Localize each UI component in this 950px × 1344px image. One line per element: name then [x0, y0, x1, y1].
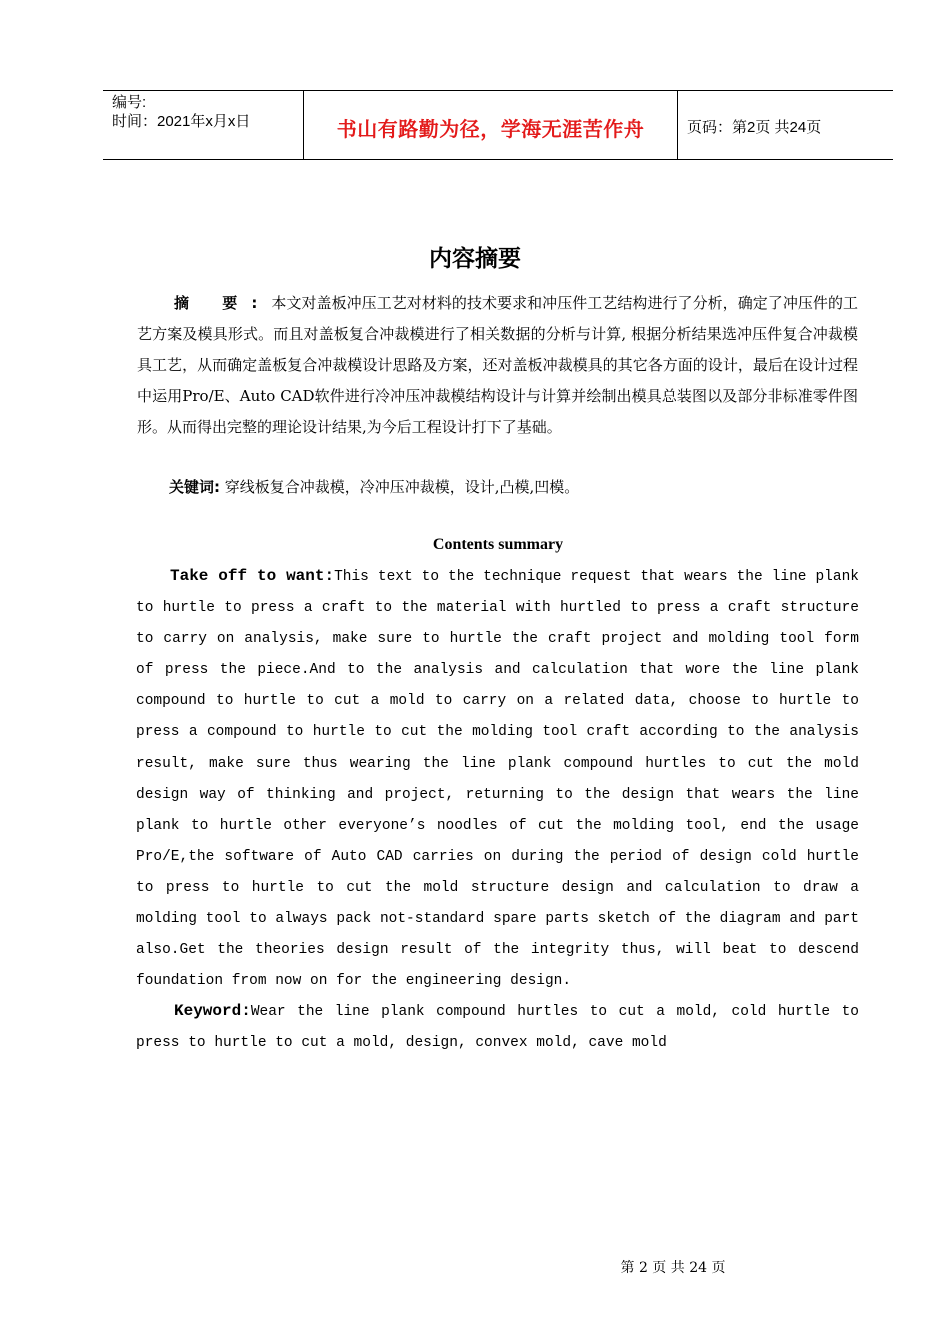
header-page-number: 页码：第2页 共24页 [687, 119, 822, 136]
english-abstract-title: Contents summary [432, 536, 564, 553]
chinese-keywords [137, 472, 858, 503]
header-page-cell [678, 91, 893, 159]
chinese-abstract [137, 288, 858, 443]
chinese-abstract-label: 摘 要: [174, 294, 272, 312]
english-abstract [136, 561, 859, 997]
english-keywords [136, 996, 859, 1059]
english-keywords-text: Wear the line plank compound hurtles to cut a mold, cold hurtle to press to hurtle to cut a mold, design, convex mold, cave mold [136, 1004, 859, 1052]
header-motto: 书山有路勤为径，学海无涯苦作舟 [336, 117, 645, 141]
document-time-label: 时间：2021年x月x日 [112, 113, 251, 130]
page-title: 内容摘要 [429, 246, 521, 272]
chinese-keywords-label: 关键词: [169, 478, 220, 496]
english-keywords-label: Keyword: [174, 1002, 251, 1020]
header-motto-cell [304, 91, 678, 159]
page-header [103, 90, 893, 160]
english-abstract-text: This text to the technique request that wears the line plank to hurtle to press a craft to the material with hurtled to press a craft structure to carry on analysis, make sure to hurtle the craft project and molding tool form of press the piece.And to the analysis and calculation that wore the line plank compound to hurtle to cut a mold to carry on a related data, choose to hurtle to press a compound to hurtle to cut the molding tool craft according to the analysis result, make sure thus wearing the line plank compound hurtles to cut the mold design way of thinking and project, returning to the design that wears the line plank to hurtle other everyone’s noodles of cut the molding tool, end the usage Pro/E,the software of Auto CAD carries on during the period of design cold hurtle to press to hurtle to cut the mold structure design and calculation to draw a molding tool to always pack not-standard spare parts sketch of the diagram and part also.Get the theories design result of the integrity thus, will beat to descend foundation from now on for the engineering design. [136, 569, 859, 990]
chinese-abstract-text: 本文对盖板冲压工艺对材料的技术要求和冲压件工艺结构进行了分析，确定了冲压件的工艺方案及模具形式。而且对盖板复合冲裁模进行了相关数据的分析与计算, 根据分析结果选冲压件复合冲裁模具工艺，从而确定盖板复合冲裁模设计思路及方案，还对盖板冲裁模具的其它各方面的设计，最后在设计过程中运用Pro/E、Auto CAD软件进行冷冲压冲裁模结构设计与计算并绘制出模具总装图以及部分非标准零件图形。从而得出完整的理论设计结果,为今后工程设计打下了基础。 [137, 294, 858, 436]
header-info-cell [103, 91, 304, 159]
chinese-keywords-text: 穿线板复合冲裁模，冷冲压冲裁模，设计,凸模,凹模。 [220, 478, 580, 496]
document-number-label: 编号: [112, 94, 147, 111]
english-abstract-label: Take off to want: [170, 567, 335, 585]
page-footer: 第 2 页 共 24 页 [620, 1260, 726, 1276]
